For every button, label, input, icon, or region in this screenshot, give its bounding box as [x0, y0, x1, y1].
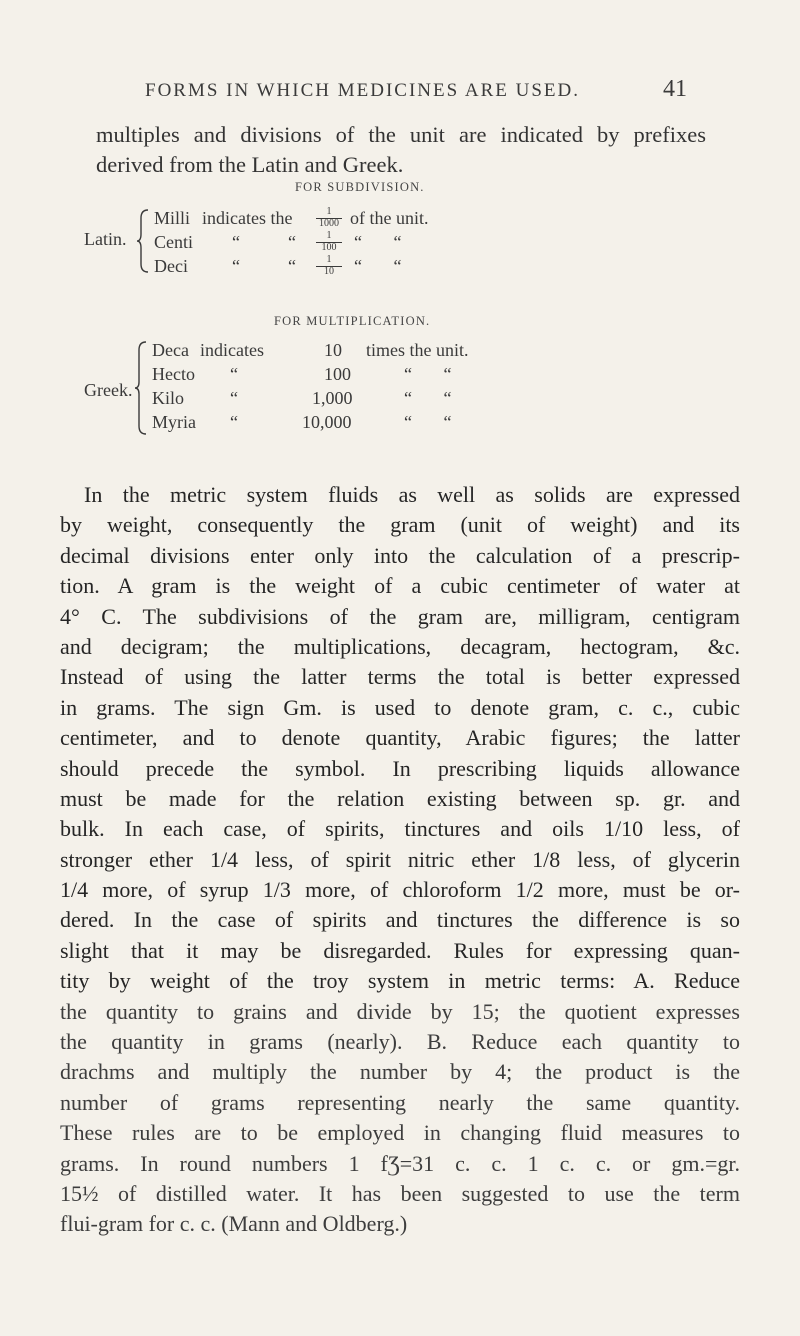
- body-line: must be made for the relation existing between sp. gr. and: [60, 785, 740, 811]
- greek-brace: [134, 340, 148, 436]
- fraction-numerator: 1: [326, 230, 332, 241]
- prefix-myria: Myria: [152, 412, 196, 432]
- row-tail: “ “: [354, 232, 402, 252]
- ditto-mark: “: [230, 388, 238, 408]
- intro-line: derived from the Latin and Greek.: [96, 152, 404, 177]
- body-line: slight that it may be disregarded. Rules for expressing quan-: [60, 937, 740, 963]
- body-paragraph: [60, 480, 740, 1240]
- subdivision-heading: FOR SUBDIVISION.: [295, 180, 425, 194]
- fraction-numerator: 1: [326, 254, 332, 265]
- row-tail: “ “: [354, 256, 402, 276]
- body-line: flui-gram for c. c. (Mann and Oldberg.): [60, 1211, 408, 1237]
- ditto-mark: “: [288, 232, 296, 252]
- row-tail: “ “: [404, 412, 452, 432]
- intro-line: multiples and divisions of the unit are indicated by prefixes: [96, 122, 706, 147]
- latin-label: Latin.: [84, 229, 127, 249]
- body-line: number of grams representing nearly the same quantity.: [60, 1089, 740, 1115]
- fraction-denominator: 100: [316, 242, 342, 253]
- body-line: drachms and multiply the number by 4; the product is the: [60, 1059, 740, 1085]
- ditto-mark: “: [232, 232, 240, 252]
- body-line: and decigram; the multiplications, decagram, hectogram, &c.: [60, 633, 740, 659]
- fraction-numerator: 1: [326, 206, 332, 217]
- body-line: tity by weight of the troy system in metric terms: A. Reduce: [60, 968, 740, 994]
- fraction: [316, 256, 342, 276]
- body-line: 4° C. The subdivisions of the gram are, milligram, centigram: [60, 603, 740, 629]
- prefix-milli: Milli: [154, 208, 191, 228]
- body-line: in grams. The sign Gm. is used to denote gram, c. c., cubic: [60, 694, 740, 720]
- ditto-mark: “: [232, 256, 240, 276]
- prefix-centi: Centi: [154, 232, 193, 252]
- ditto-mark: “: [288, 256, 296, 276]
- body-line: should precede the symbol. In prescribing liquids allowance: [60, 755, 740, 781]
- prefix-hecto: Hecto: [152, 364, 195, 384]
- body-line: the quantity in grams (nearly). B. Reduce each quantity to: [60, 1029, 740, 1055]
- prefix-kilo: Kilo: [152, 388, 185, 408]
- multiplier-value: 10: [324, 340, 342, 360]
- body-line: stronger ether 1/4 less, of spirit nitric ether 1/8 less, of glycerin: [60, 846, 740, 872]
- latin-brace: [136, 208, 150, 274]
- prefix-deca: Deca: [152, 340, 189, 360]
- body-line: the quantity to grains and divide by 15; the quotient expresses: [60, 998, 740, 1024]
- multiplication-heading: FOR MULTIPLICATION.: [274, 314, 431, 328]
- body-line: These rules are to be employed in changing fluid measures to: [60, 1120, 740, 1146]
- multiplier-value: 1,000: [312, 388, 353, 408]
- fraction-denominator: 10: [316, 266, 342, 277]
- greek-label: Greek.: [84, 380, 133, 400]
- page-number: 41: [663, 76, 687, 102]
- multiplier-value: 10,000: [302, 412, 352, 432]
- fraction-denominator: 1000: [316, 218, 342, 229]
- intro-paragraph: [96, 120, 706, 180]
- row-tail: of the unit.: [350, 208, 429, 228]
- body-line: Instead of using the latter terms the total is better expressed: [60, 664, 740, 690]
- body-line: decimal divisions enter only into the calculation of a prescrip-: [60, 542, 740, 568]
- ditto-mark: “: [230, 412, 238, 432]
- body-line: centimeter, and to denote quantity, Arabic figures; the latter: [60, 725, 740, 751]
- fraction: [316, 208, 342, 228]
- row-tail: times the unit.: [366, 340, 469, 360]
- row-verb: indicates: [200, 340, 264, 360]
- ditto-mark: “: [230, 364, 238, 384]
- body-line: by weight, consequently the gram (unit of weight) and its: [60, 512, 740, 538]
- body-line: 15½ of distilled water. It has been suggested to use the term: [60, 1180, 740, 1206]
- fraction: [316, 232, 342, 252]
- body-line: In the metric system fluids as well as solids are expressed: [84, 482, 740, 507]
- row-tail: “ “: [404, 364, 452, 384]
- body-line: dered. In the case of spirits and tinctures the difference is so: [60, 907, 740, 933]
- running-title: FORMS IN WHICH MEDICINES ARE USED.: [145, 80, 581, 101]
- body-line: 1/4 more, of syrup 1/3 more, of chloroform 1/2 more, must be or-: [60, 877, 740, 903]
- body-line: grams. In round numbers 1 fƷ=31 c. c. 1 c. c. or gm.=gr.: [60, 1150, 740, 1176]
- multiplier-value: 100: [324, 364, 351, 384]
- body-line: tion. A gram is the weight of a cubic centimeter of water at: [60, 573, 740, 599]
- prefix-deci: Deci: [154, 256, 188, 276]
- running-header: [145, 76, 687, 102]
- row-verb: indicates the: [202, 208, 293, 228]
- row-tail: “ “: [404, 388, 452, 408]
- body-line: bulk. In each case, of spirits, tinctures and oils 1/10 less, of: [60, 816, 740, 842]
